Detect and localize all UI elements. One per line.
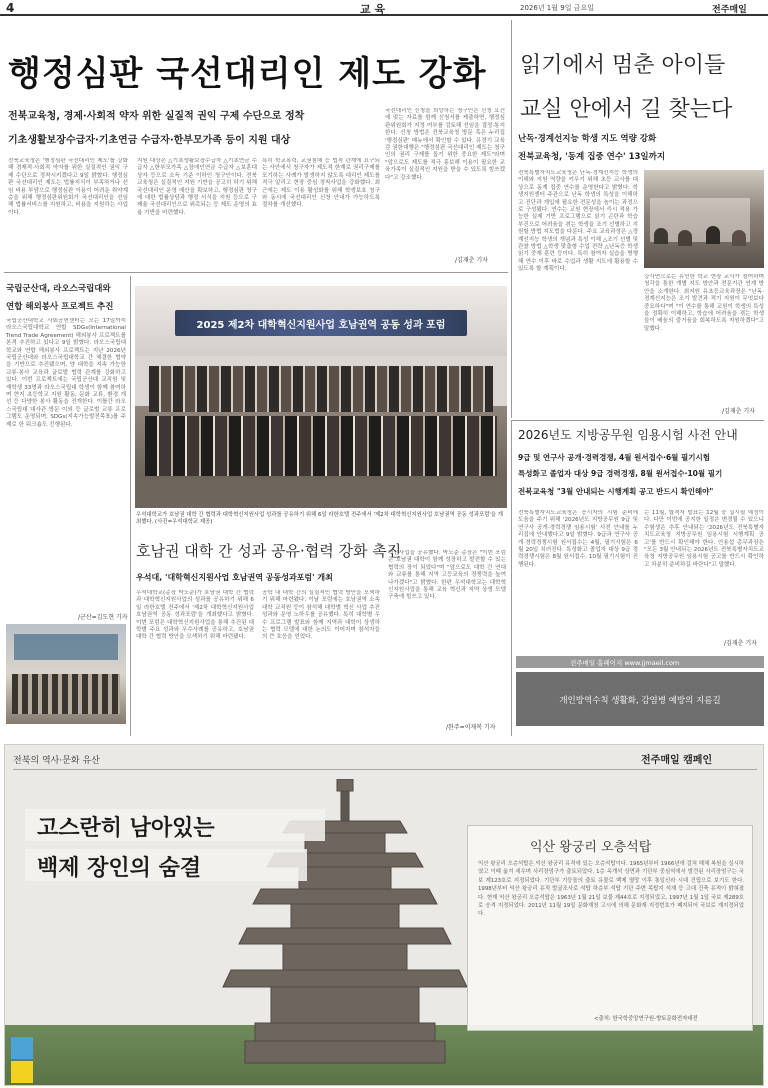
reading-byline: /김재춘 기자 — [722, 408, 755, 415]
column-rule — [130, 276, 131, 736]
forum-group-photo — [135, 286, 507, 508]
heritage-description: 익산 왕궁리 오층석탑은 익산 왕궁리 유적에 있는 오층석탑이다. 1965년부터 1966년에 걸쳐 해체 복원을 실시하였고 이때 옮겨 세우며 사리장엄구가 출토되었다. 1층 옥개석 상면과 기단부 중심석에서 발견된 사리장엄구는 국보 제123호로 지정되었다. 기단부 기둥돌의 출토 유물로 백제 멸망 이후 통일신라 시대 건립으로 보기도 한다. 1998년부터 익산 왕궁리 유적 발굴조사로 석탑 하층부 석탑 기단 주변 목탑지 석재 등 고대 건축 유적이 밝혀졌다. 현재 익산 왕궁리 오층석탑은 1963년 1월 21일 보물 제44호로 지정되었고, 1997년 1월 1일 국보 제289호로 승격 지정되었다. 2011년 11월 19일 문화재청 고시에 의해 문화재 지정번호가 폐지되어 국보로 재지정되었다. — [478, 861, 744, 918]
main-headline: 행정심판 국선대리인 제도 강화 — [8, 54, 487, 94]
forum-subhead: 우석대, '대학혁신지원사업 호남권역 공동성과포럼' 개최 — [136, 573, 333, 582]
heritage-name: 익산 왕궁리 오층석탑 — [530, 840, 652, 855]
section-title: 교 육 — [360, 3, 386, 16]
main-byline: /김재춘 기자 — [455, 257, 488, 264]
reading-title-1: 읽기에서 멈춘 아이들 — [520, 53, 726, 78]
exam-subhead-1: 9급 및 연구사 공개·경력경쟁, 4월 원서접수·6월 필기시험 — [518, 453, 711, 462]
heritage-campaign-banner — [4, 744, 764, 1086]
forum-col-3: 혁신사업을 공유했다. 박노준 총장은 "이번 포럼은 호남권 대학이 함께 성장하고 발전할 수 있는 협력의 장이 되었다"며 "앞으로도 대학 간 연대와 교류를 통해 지역 고등교육의 경쟁력을 높여 나가겠다"고 밝혔다. 한편 우석대학교는 대학혁신지원사업을 통해 교육 혁신과 지역 상생 모델 구축에 힘쓰고 있다. — [388, 550, 506, 601]
heritage-info-box — [467, 825, 753, 1031]
page-header — [0, 0, 768, 16]
gunsan-title-2: 연합 해외봉사 프로젝트 추진 — [6, 302, 114, 312]
main-article-col-1: 전북교육청은 '행정심판 국선대리인 제도'를 강화해 경제적·사회적 약자를 위한 실질적인 권익 구제 수단으로 정착시키겠다고 9일 밝혔다. 행정심판 국선대리인 제도는 법률지식이 부족하거나 선임 비용 부담으로 행정심판 이용이 어려운 취약계층을 위해 행정심판위원회가 국선대리인을 선임해 법률서비스를 지원하고, 비용을 지원하는 사업이다. — [8, 158, 128, 216]
forum-banner-text: 2025 제2차 대학혁신지원사업 호남권역 공동 성과 포럼 — [196, 320, 446, 331]
forum-byline: /완주=이재복 기자 — [446, 724, 496, 731]
campaign-label: 전주매일 캠페인 — [641, 755, 713, 766]
exam-col-1: 전북특별자치도교육청은 응시자의 시험 준비에 도움을 주기 위해 '2026년도 지방공무원 9급 및 연구사 공개·경력경쟁 임용시험' 사전 안내를 누리집에 안내했다고 9일 밝혔다. 9급과 연구사 공개·경력경쟁시험 원서접수는 4월, 필기시험은 6월 20일 치러진다. 특성화고 졸업자 대상 9급 경력경쟁시험은 8월 원서접수, 10월 필기시험이 진행된다. — [518, 510, 638, 568]
public-health-ad: 개인방역수칙 생활화, 감염병 예방의 지름길 — [516, 672, 764, 726]
exam-subhead-2: 특성화고 졸업자 대상 9급 경력경쟁, 8월 원서접수·10월 필기 — [518, 469, 723, 478]
reading-body: 전북특별자치도교육청은 난독·경계선지능 학생의 이해와 지원 역량을 키우기 위해 초등 교사를 대상으로 동계 집중 연수를 운영한다고 밝혔다. 학생지원센터 주관으로 난독 학생의 특성을 이해하고 진단과 개입에 필요한 전문성을 높이는 과정으로 구성됐다. 연수는 교원 현장에서 즉시 적용 가능한 실제 기반 프로그램으로 읽기 곤란과 학습 부진으로 어려움을 겪는 학생을 조기 선별하고 지원할 방법 지도법을 다룬다. 주요 교육과정은 △경계선지능 학생의 개념과 특성 이해 △조기 선별 및 관찰 방법 △학생 맞춤형 수업 전략 △난독증 학생 읽기 중재 훈련 등이다. 특히 참여자 실습을 병행해 연수 이후 바로 수업과 생활 지도에 활용할 수 있도록 할 계획이다. — [518, 170, 638, 273]
issue-date: 2026년 1월 9일 금요일 — [520, 4, 594, 12]
divider — [512, 420, 764, 421]
reading-body-continued: 강사연으로는 유인한 학교 현장 교사가 참여하며 청각을 통한 개별 지도 방안과 전문기관 연계 방안을 소개한다. 최지원 유초등교육과장은 "난독·경계선지능은 조기 발견과 적기 지원이 무엇보다 중요하다"며 "이 연수를 통해 교원이 학생의 특성을 정확히 이해하고, 학습에 어려움을 겪는 학생들이 배움의 즐거움을 회복하도록 지원하겠다"고 말했다. — [644, 274, 764, 332]
column-rule — [511, 20, 512, 418]
main-article-col-4: 국선대리인 신청을 희망하는 청구인은 신청 요건에 맞는 자료를 함께 신청서를 제출하면, 행정심판위원회가 지정 여부를 검토해 선임을 결정·통지한다. 신청 방법은 전북교육청 방문 혹은 누리집 '행정심판' 메뉴에서 확인할 수 있다. 유정기 교육감 권한대행은 "행정심판 국선대리인 제도는 청구인의 권리 구제를 돕기 위한 중요한 제도"라며 "앞으로도 제도를 적극 홍보해 이용이 필요한 교육가족이 실질적인 지원을 받을 수 있도록 힘쓰겠다"고 강조했다. — [385, 108, 505, 181]
reading-subhead-2: 전북교육청, '동계 집중 연수' 13일까지 — [518, 152, 666, 162]
reading-title-2: 교실 안에서 길 찾는다 — [520, 97, 733, 122]
main-article-col-3: 특히 학교폭력, 교권침해 등 법적 관계에 요구되는 사안에서 청구자가 제도적 한계로 권리구제를 포기하는 사례가 발생하지 않도록 대리인 제도를 적극 알리고 현장 중심 정착사업을 강화했다. 최근에는 제도 이용 활성화를 위해 학생보호 청구와 동시에 국선대리인 신청 안내가 가능하도록 절차를 개선했다. — [262, 158, 380, 209]
teacher-training-photo — [644, 170, 764, 268]
exam-title: 2026년도 지방공무원 임용시험 사전 안내 — [518, 428, 738, 442]
divider — [13, 769, 757, 770]
exam-byline: /김재춘 기자 — [724, 640, 757, 647]
homepage-strip[interactable]: 전주매일 홈페이지 www.jjmaeil.com — [516, 656, 764, 668]
forum-photo-caption: 우석대학교가 호남권 대학 간 협력과 대학혁신지원사업 성과를 공유하기 위해 6일 라한호텔 전주에서 '제2차 대학혁신지원사업 호남권역 공동 성과포럼'을 개최했다. (사진=우석대학교 제공) — [136, 512, 504, 525]
accent-square — [11, 1037, 33, 1059]
series-label: 전북의 역사·문화 유산 — [13, 756, 100, 766]
divider — [4, 272, 508, 273]
forum-col-1: 우석대학교(총장 박노준)가 호남권 대학 간 협력과 대학혁신지원사업의 성과를 공유하기 위해 6일 라한호텔 전주에서 '제2차 대학혁신지원사업 호남권역 공동 성과포럼'을 개최했다고 밝혔다. 이번 포럼은 대학혁신지원사업을 통해 추진된 대학별 주요 성과와 우수사례를 공유하고, 호남권 대학 간 협력 방안을 모색하기 위해 마련됐다. — [136, 590, 254, 641]
gunsan-volunteer-photo — [6, 624, 126, 724]
forum-title: 호남권 대학 간 성과 공유·협력 강화 촉진 — [136, 542, 402, 560]
exam-subhead-3: 전북교육청 "3월 안내되는 시행계획 공고 반드시 확인해야" — [518, 487, 714, 496]
main-subhead-1: 전북교육청, 경제·사회적 약자 위한 실질적 권익 구제 수단으로 정착 — [8, 111, 305, 122]
exam-col-2: 는 11월, 합격자 발표는 12월 중 실시될 예정이다. 다만 이번에 공지한 일정은 변경될 수 있으니 수험생은 추후 안내되는 '2026년도 전북특별자치도교육청 지방공무원 임용시험 시행계획 공고'를 반드시 확인해야 한다. 안용섭 총무과장은 "모든 3월 안내되는 2026년도 전북특별자치도교육청 지방공무원 임용시험 공고를 반드시 확인하고 차분히 준비하길 바란다"고 말했다. — [644, 510, 764, 568]
accent-square — [11, 1061, 33, 1083]
gunsan-byline: /군산=김도현 기자 — [78, 614, 128, 621]
gunsan-body: 국립군산대학교 사회공헌센터는 오는 17일까지 라오스국립대학교 연합 SDGs(International Trend Trade Agreement) 해외봉사 프로젝트를 본격 추진하고 있다고 9일 밝혔다. 라오스국립대학교와 연합 해외봉사 프로젝트는 지난 2026년 국립군산대와 라오스국립대학교 간 체결한 협약을 기반으로 추진됐으며, 양 대학을 지속 가능한 교류·봉사 교육과 글로벌 협력 관계를 강화하고 있다. 이번 프로젝트에는 국립군산대 교직원 및 재학생 33명과 라오스국립대 학생이 함께 참여하며 현지 초등학교 지원 활동, 문화 교류, 환경 개선 등 다양한 봉사 활동을 전개한다. 이틀간 라오스국립대 대사관 방문 이외 등 글로벌 교류 프로그램도 운영되며, SDGs(지속가능발전목표)를 주제로 한 워크숍도 진행된다. — [6, 318, 126, 428]
column-rule — [511, 420, 512, 736]
forum-col-2: 공학 내 대학 간의 실질적인 협력 방안을 모색하기 위해 마련됐다. 이날 포럼에는 호남권역 소속 대학 교직원 등이 참석해 대학별 혁신 사업 추진 성과와 운영 노하우를 공유했다. 특히 대학별 우수 프로그램 발표와 함께 지역과 대학이 상생하는 협력 모델에 대한 논의도 이어지며 참석자들의 큰 호응을 얻었다. — [262, 590, 380, 641]
page-number: 4 — [6, 1, 15, 15]
publisher-name: 전주매일 — [712, 5, 747, 15]
banner-title-2: 백제 장인의 숨결 — [37, 856, 202, 881]
gunsan-title-1: 국립군산대, 라오스국립대와 — [6, 284, 111, 294]
heritage-source: <출처: 한국학중앙연구원-향토문화전자대전 — [594, 1016, 698, 1022]
main-subhead-2: 기초생활보장수급자·기초연금 수급자·한부모가족 등이 지원 대상 — [8, 135, 291, 146]
banner-title-1: 고스란히 남아있는 — [37, 816, 215, 841]
main-article-col-2: 지원 대상은 △기초생활보장수급자 △기초연금 수급자 △한부모가족 △장애인연금 수급자 △보훈대상자 등으로 소득 기준 이하인 청구인이다. 전북교육청은 실질적인 지원 기반을 공고히 하기 위해 국선대리인 운영 예산을 확보하고, 행정심판 청구에 대한 법률상담과 행정 서식을 지원 등으로 구제율 국선대리인으로 위촉되는 등 제도 운영의 효율 기반을 마련했다. — [137, 158, 257, 216]
reading-subhead-1: 난독·경계선지능 학생 지도 역량 강화 — [518, 134, 657, 144]
